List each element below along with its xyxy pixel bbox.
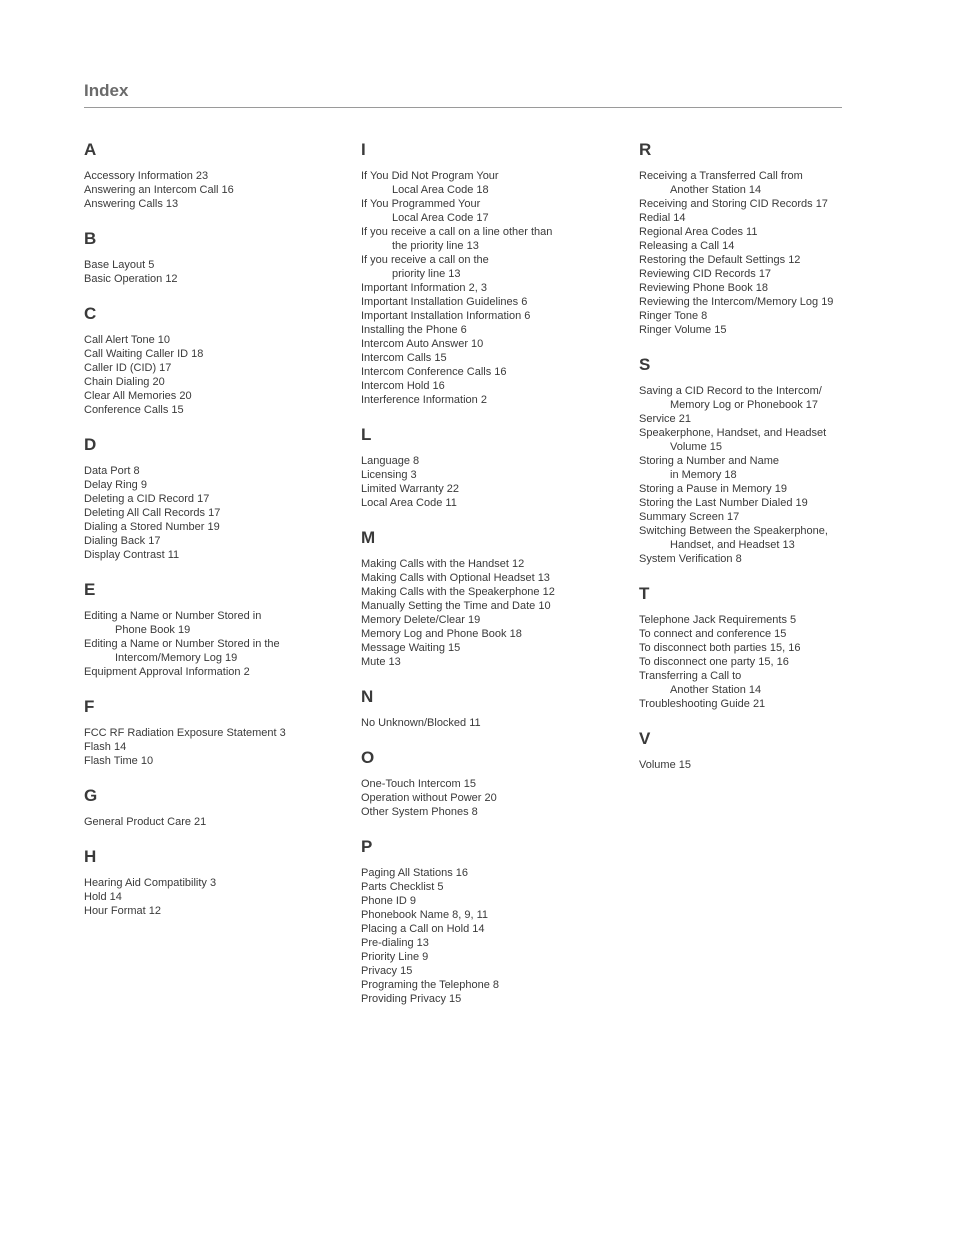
index-section-e [84,578,354,679]
index-entry [361,777,631,791]
index-entry-text: If you receive a call on the [361,254,489,266]
index-entry-text: Storing the Last Number Dialed 19 [639,497,808,509]
index-entry-text: Intercom Conference Calls 16 [361,366,507,378]
index-entry [84,197,354,211]
index-entry-text: One-Touch Intercom 15 [361,778,476,790]
index-entry-text: Storing a Pause in Memory 19 [639,483,787,495]
index-entry [361,627,631,641]
index-section-p [361,835,631,1006]
index-entry-list [639,169,854,337]
index-entry-text: Switching Between the Speakerphone, [639,525,828,537]
index-entry-text: Intercom Calls 15 [361,352,447,364]
index-entry [361,992,631,1006]
index-entry-text: Regional Area Codes 11 [639,226,758,238]
index-entry [639,454,854,482]
index-entry [84,726,354,740]
index-column-1 [84,138,354,934]
index-entry-text: Dialing a Stored Number 19 [84,521,220,533]
index-section-g [84,784,354,829]
section-letter: A [84,140,97,159]
index-entry [639,697,854,711]
index-entry-text: Operation without Power 20 [361,792,497,804]
index-entry [361,894,631,908]
index-entry [639,613,854,627]
index-entry-text: Intercom Auto Answer 10 [361,338,484,350]
index-entry-text: Redial 14 [639,212,686,224]
index-entry-text: Hearing Aid Compatibility 3 [84,877,217,889]
index-section-h [84,845,354,918]
index-entry [84,183,354,197]
index-entry-text: Intercom Hold 16 [361,380,445,392]
index-entry [361,922,631,936]
index-section-r [639,138,854,337]
index-entry-text: Phonebook Name 8, 9, 11 [361,909,488,921]
index-entry [361,908,631,922]
index-entry [84,665,354,679]
index-entry-text: General Product Care 21 [84,816,207,828]
index-entry-continuation: Local Area Code 17 [392,212,489,224]
index-entry-text: Equipment Approval Information 2 [84,666,250,678]
index-entry [639,197,854,211]
index-entry-continuation: Another Station 14 [670,184,762,196]
index-entry [639,524,854,552]
index-section-t [639,582,854,711]
section-letter: H [84,847,97,866]
index-entry-text: Editing a Name or Number Stored in [84,610,262,622]
index-entry-text: Memory Log and Phone Book 18 [361,628,522,640]
section-letter: I [361,140,366,159]
section-letter: T [639,584,650,603]
index-entry [84,904,354,918]
index-entry [639,627,854,641]
index-entry [361,936,631,950]
index-entry-text: Making Calls with the Handset 12 [361,558,525,570]
index-entry-text: Reviewing CID Records 17 [639,268,772,280]
index-entry-text: Local Area Code 11 [361,497,457,509]
index-entry-text: Limited Warranty 22 [361,483,460,495]
index-entry [361,281,631,295]
index-column-2 [361,138,631,1022]
index-entry [84,548,354,562]
index-section-m [361,526,631,669]
index-entry-list [361,169,631,407]
index-section-c [84,302,354,417]
index-entry-text: Data Port 8 [84,465,140,477]
index-entry [639,239,854,253]
index-entry [639,412,854,426]
index-entry [361,169,631,197]
index-entry [639,295,854,309]
index-column-3 [639,138,854,788]
index-entry-continuation: priority line 13 [392,268,461,280]
index-entry [84,389,354,403]
index-entry-text: Chain Dialing 20 [84,376,165,388]
index-entry [361,309,631,323]
index-entry [639,323,854,337]
index-entry [361,641,631,655]
index-entry [639,253,854,267]
index-entry [361,365,631,379]
index-entry [84,740,354,754]
index-entry [361,964,631,978]
section-letter: P [361,837,373,856]
section-letter: G [84,786,98,805]
index-entry [84,169,354,183]
index-entry-continuation: Local Area Code 18 [392,184,489,196]
index-entry-continuation: Intercom/Memory Log 19 [115,652,238,664]
index-entry-continuation: in Memory 18 [670,469,737,481]
index-entry [639,281,854,295]
index-entry-continuation: Handset, and Headset 13 [670,539,795,551]
index-entry-list [361,557,631,669]
index-entry-text: Summary Screen 17 [639,511,740,523]
index-entry [639,641,854,655]
index-entry [84,754,354,768]
index-entry-list [84,169,354,211]
index-entry [361,950,631,964]
index-section-v [639,727,854,772]
index-entry-list [361,716,631,730]
index-entry-text: If You Did Not Program Your [361,170,499,182]
index-entry-text: Call Alert Tone 10 [84,334,171,346]
index-entry [639,309,854,323]
index-entry [361,716,631,730]
index-entry [361,880,631,894]
index-entry-text: Placing a Call on Hold 14 [361,923,485,935]
index-entry-text: Reviewing Phone Book 18 [639,282,769,294]
index-entry [361,393,631,407]
index-entry-text: Receiving and Storing CID Records 17 [639,198,828,210]
index-entry [84,890,354,904]
section-letter: O [361,748,375,767]
section-letter: N [361,687,374,706]
index-entry [639,225,854,239]
index-entry-text: Phone ID 9 [361,895,417,907]
index-entry-text: Other System Phones 8 [361,806,478,818]
index-entry [84,333,354,347]
index-section-a [84,138,354,211]
index-entry-text: Editing a Name or Number Stored in the [84,638,280,650]
index-entry-text: Delay Ring 9 [84,479,147,491]
index-entry [84,478,354,492]
index-entry [84,534,354,548]
section-letter: S [639,355,651,374]
index-entry-text: Installing the Phone 6 [361,324,467,336]
section-letter: L [361,425,372,444]
index-entry-text: Saving a CID Record to the Intercom/ [639,385,822,397]
index-entry-text: Speakerphone, Handset, and Headset [639,427,827,439]
section-letter: M [361,528,376,547]
index-entry-text: Parts Checklist 5 [361,881,444,893]
index-entry-text: Transferring a Call to [639,670,742,682]
index-entry-text: If You Programmed Your [361,198,481,210]
index-entry-list [84,258,354,286]
index-entry-text: Message Waiting 15 [361,642,461,654]
index-entry-text: System Verification 8 [639,553,742,565]
index-entry-text: Receiving a Transferred Call from [639,170,803,182]
index-entry [84,520,354,534]
index-entry [84,272,354,286]
index-entry [84,492,354,506]
index-entry-text: Ringer Volume 15 [639,324,727,336]
section-letter: E [84,580,96,599]
section-letter: B [84,229,97,248]
index-entry-list [84,464,354,562]
index-entry-text: Answering Calls 13 [84,198,179,210]
index-entry-text: To disconnect one party 15, 16 [639,656,789,668]
index-entry-text: Caller ID (CID) 17 [84,362,172,374]
index-entry-text: Hour Format 12 [84,905,162,917]
index-entry-text: Interference Information 2 [361,394,487,406]
index-entry-list [84,876,354,918]
index-entry-continuation: Phone Book 19 [115,624,191,636]
page-title: Index [84,81,129,100]
index-entry-text: Dialing Back 17 [84,535,161,547]
index-entry [84,375,354,389]
index-section-d [84,433,354,562]
index-entry [639,655,854,669]
index-entry [361,379,631,393]
index-entry [639,510,854,524]
index-entry [639,758,854,772]
index-entry-text: Display Contrast 11 [84,549,180,561]
index-entry [84,637,354,665]
section-letter: F [84,697,95,716]
index-entry-list [84,333,354,417]
index-entry-continuation: the priority line 13 [392,240,479,252]
index-entry [361,323,631,337]
index-entry [639,426,854,454]
index-entry [84,464,354,478]
index-entry-text: Flash 14 [84,741,127,753]
index-entry [361,253,631,281]
index-entry [361,454,631,468]
index-entry [361,978,631,992]
index-entry-text: Troubleshooting Guide 21 [639,698,766,710]
index-entry-text: Privacy 15 [361,965,413,977]
index-section-i [361,138,631,407]
section-letter: D [84,435,97,454]
index-entry-list [639,384,854,566]
index-entry [361,805,631,819]
index-entry [84,506,354,520]
index-entry [361,351,631,365]
index-entry-list [639,613,854,711]
section-letter: C [84,304,97,323]
index-entry [639,552,854,566]
index-entry-text: Paging All Stations 16 [361,867,469,879]
index-entry-text: Answering an Intercom Call 16 [84,184,234,196]
index-entry-list [639,758,854,772]
index-entry [639,169,854,197]
index-entry-text: Providing Privacy 15 [361,993,462,1005]
index-entry [361,482,631,496]
index-entry [361,655,631,669]
index-entry [361,866,631,880]
index-entry-list [361,866,631,1006]
index-entry [84,815,354,829]
index-entry [84,258,354,272]
index-entry [361,613,631,627]
section-letter: R [639,140,652,159]
index-entry-text: To disconnect both parties 15, 16 [639,642,801,654]
index-entry-text: Service 21 [639,413,691,425]
index-entry-text: Mute 13 [361,656,401,668]
index-entry [639,211,854,225]
index-section-l [361,423,631,510]
index-entry-text: Making Calls with Optional Headset 13 [361,572,550,584]
index-entry [361,571,631,585]
index-entry-continuation: Volume 15 [670,441,722,453]
index-entry [361,496,631,510]
index-entry-text: Important Installation Information 6 [361,310,531,322]
index-entry-text: Storing a Number and Name [639,455,780,467]
index-entry [361,197,631,225]
index-entry-text: Call Waiting Caller ID 18 [84,348,204,360]
index-entry-text: Memory Delete/Clear 19 [361,614,481,626]
section-letter: V [639,729,651,748]
index-entry-text: Conference Calls 15 [84,404,184,416]
index-entry-text: Important Information 2, 3 [361,282,487,294]
index-entry-list [84,815,354,829]
index-entry [639,669,854,697]
index-entry-text: Deleting All Call Records 17 [84,507,221,519]
index-entry [361,225,631,253]
index-entry-text: Restoring the Default Settings 12 [639,254,801,266]
index-entry-text: Telephone Jack Requirements 5 [639,614,797,626]
index-section-b [84,227,354,286]
index-entry-continuation: Another Station 14 [670,684,762,696]
index-entry-text: Accessory Information 23 [84,170,209,182]
index-entry [361,791,631,805]
index-section-o [361,746,631,819]
index-entry-list [361,454,631,510]
index-entry-text: Clear All Memories 20 [84,390,192,402]
index-entry [639,482,854,496]
index-entry-text: To connect and conference 15 [639,628,787,640]
index-entry-text: Important Installation Guidelines 6 [361,296,528,308]
index-entry [361,599,631,613]
index-entry [84,876,354,890]
index-entry [84,403,354,417]
index-entry-text: Making Calls with the Speakerphone 12 [361,586,555,598]
index-section-s [639,353,854,566]
index-entry-text: Ringer Tone 8 [639,310,708,322]
index-section-n [361,685,631,730]
index-entry-text: Language 8 [361,455,420,467]
index-entry-text: Priority Line 9 [361,951,429,963]
index-entry [639,384,854,412]
index-entry [361,468,631,482]
index-entry-text: Volume 15 [639,759,691,771]
index-entry [361,557,631,571]
index-entry-text: Manually Setting the Time and Date 10 [361,600,551,612]
index-entry [639,496,854,510]
index-section-f [84,695,354,768]
index-entry-text: Basic Operation 12 [84,273,178,285]
index-entry-text: Releasing a Call 14 [639,240,735,252]
index-entry-text: Reviewing the Intercom/Memory Log 19 [639,296,834,308]
index-entry-list [361,777,631,819]
index-entry-text: FCC RF Radiation Exposure Statement 3 [84,727,286,739]
index-entry-text: Hold 14 [84,891,122,903]
index-entry-text: Programing the Telephone 8 [361,979,500,991]
index-entry-text: If you receive a call on a line other than [361,226,553,238]
index-entry-text: Pre-dialing 13 [361,937,429,949]
page-header [84,80,842,108]
index-entry [84,609,354,637]
index-entry [84,361,354,375]
index-entry-text: Base Layout 5 [84,259,155,271]
index-entry-text: Deleting a CID Record 17 [84,493,210,505]
index-entry [639,267,854,281]
index-entry [361,585,631,599]
index-entry-text: No Unknown/Blocked 11 [361,717,481,729]
index-entry-list [84,609,354,679]
index-entry [361,337,631,351]
index-entry [361,295,631,309]
index-entry [84,347,354,361]
index-entry-continuation: Memory Log or Phonebook 17 [670,399,818,411]
index-entry-text: Flash Time 10 [84,755,154,767]
index-entry-list [84,726,354,768]
index-entry-text: Licensing 3 [361,469,417,481]
